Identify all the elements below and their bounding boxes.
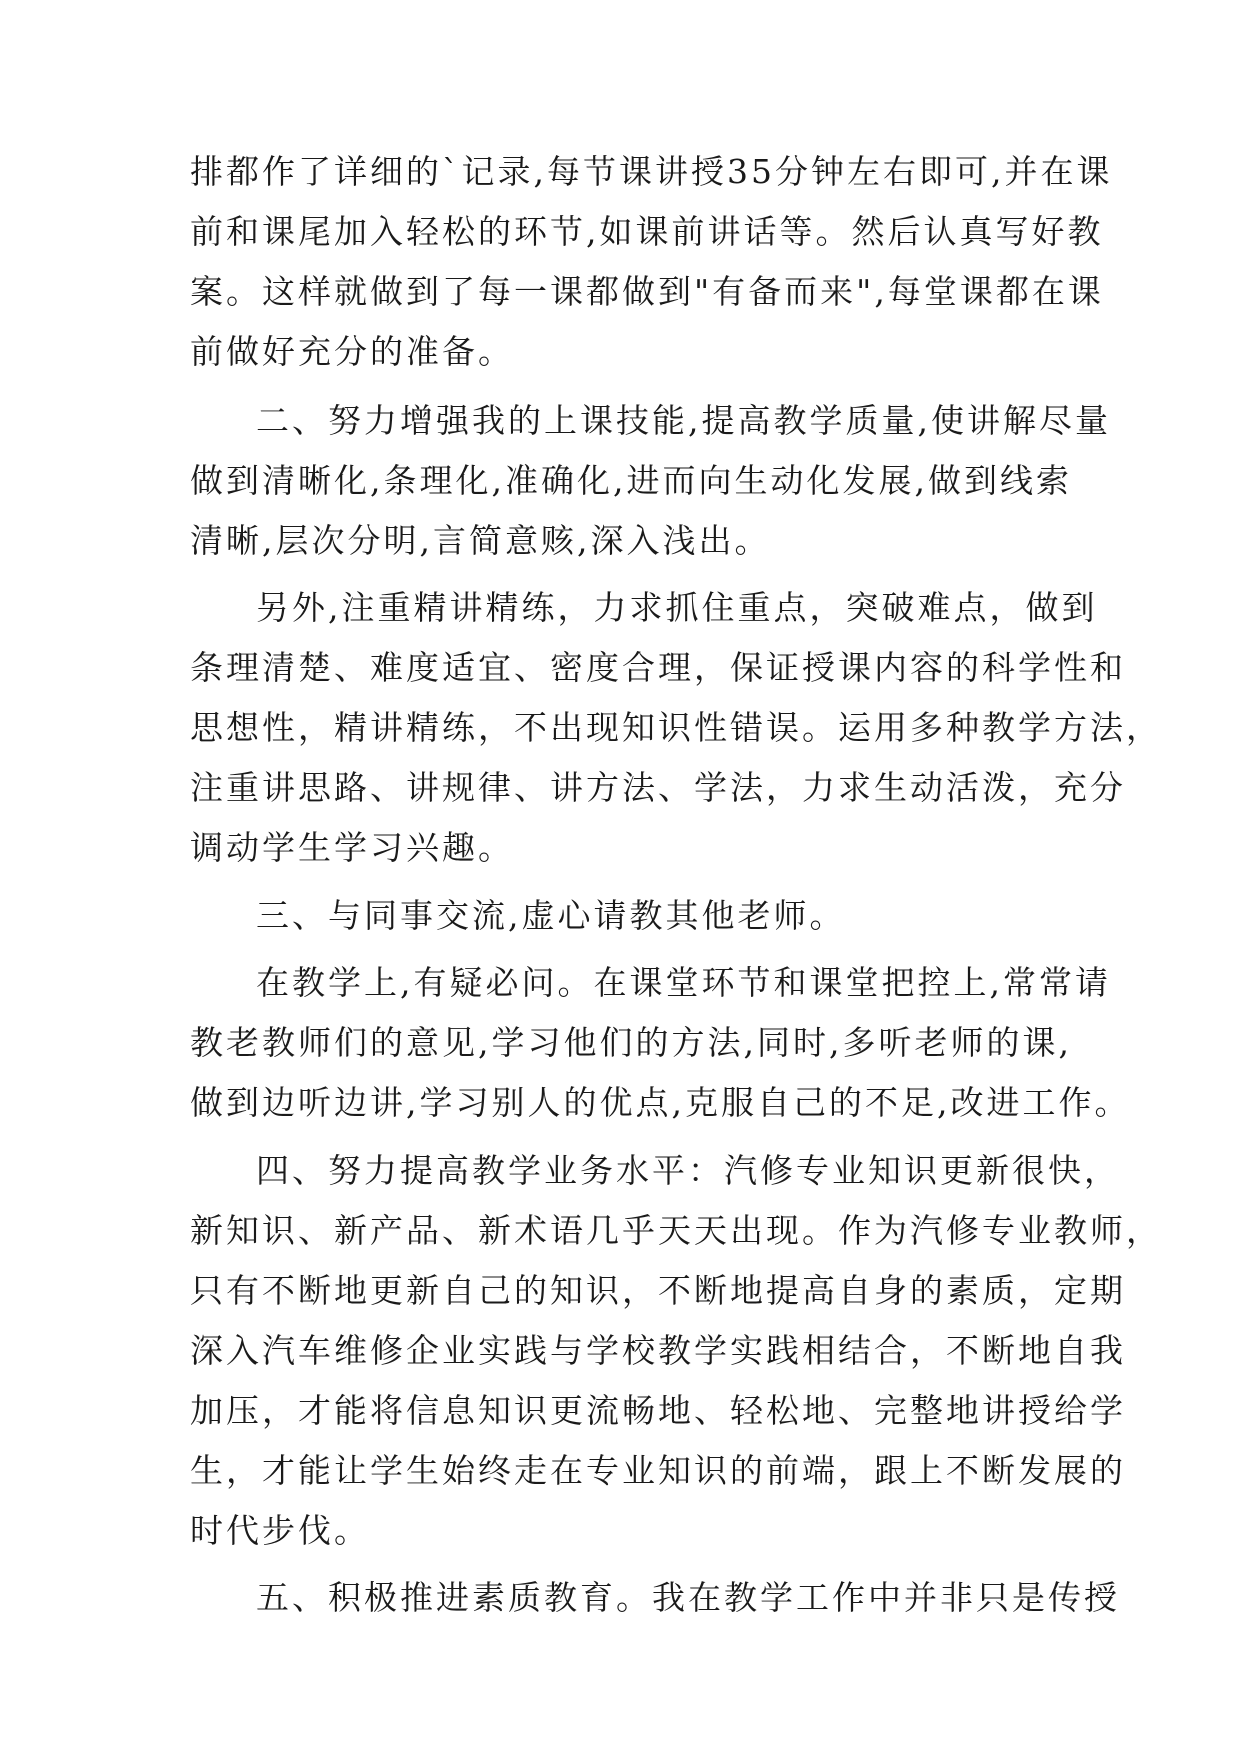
text-line: 前做好充分的准备。 xyxy=(190,332,514,371)
text-line: 教老教师们的意见,学习他们的方法,同时,多听老师的课, xyxy=(190,1023,1072,1062)
text-line: 时代步伐。 xyxy=(190,1511,370,1550)
text-line: 深入汽车维修企业实践与学校教学实践相结合，不断地自我 xyxy=(190,1331,1126,1370)
text-line: 注重讲思路、讲规律、讲方法、学法，力求生动活泼，充分 xyxy=(190,768,1126,807)
text-line: 加压，才能将信息知识更流畅地、轻松地、完整地讲授给学 xyxy=(190,1391,1126,1430)
text-line: 生，才能让学生始终走在专业知识的前端，跟上不断发展的 xyxy=(190,1451,1126,1490)
text-line: 案。这样就做到了每一课都做到"有备而来",每堂课都在课 xyxy=(190,272,1104,311)
text-line: 调动学生学习兴趣。 xyxy=(190,828,514,867)
paragraph-heading-four: 四、努力提高教学业务水平：汽修专业知识更新很快， xyxy=(256,1151,1120,1190)
text-line: 思想性，精讲精练，不出现知识性错误。运用多种教学方法， xyxy=(190,708,1162,747)
text-line: 只有不断地更新自己的知识，不断地提高自身的素质，定期 xyxy=(190,1271,1126,1310)
text-line: 做到清晰化,条理化,准确化,进而向生动化发展,做到线索 xyxy=(190,461,1072,500)
paragraph-start: 在教学上,有疑必问。在课堂环节和课堂把控上,常常请 xyxy=(256,963,1111,1002)
paragraph-heading-five: 五、积极推进素质教育。我在教学工作中并非只是传授 xyxy=(256,1578,1120,1617)
paragraph-heading-three: 三、与同事交流,虚心请教其他老师。 xyxy=(256,896,846,935)
paragraph-start: 另外,注重精讲精练，力求抓住重点，突破难点，做到 xyxy=(256,588,1098,627)
text-line: 新知识、新产品、新术语几乎天天出现。作为汽修专业教师， xyxy=(190,1211,1162,1250)
paragraph-heading-two: 二、努力增强我的上课技能,提高教学质量,使讲解尽量 xyxy=(256,401,1111,440)
text-line: 条理清楚、难度适宜、密度合理，保证授课内容的科学性和 xyxy=(190,648,1126,687)
text-line: 做到边听边讲,学习别人的优点,克服自己的不足,改进工作。 xyxy=(190,1083,1131,1122)
text-line: 排都作了详细的`记录,每节课讲授35分钟左右即可,并在课 xyxy=(190,152,1113,191)
text-line: 前和课尾加入轻松的环节,如课前讲话等。然后认真写好教 xyxy=(190,212,1104,251)
text-line: 清晰,层次分明,言简意赅,深入浅出。 xyxy=(190,521,771,560)
